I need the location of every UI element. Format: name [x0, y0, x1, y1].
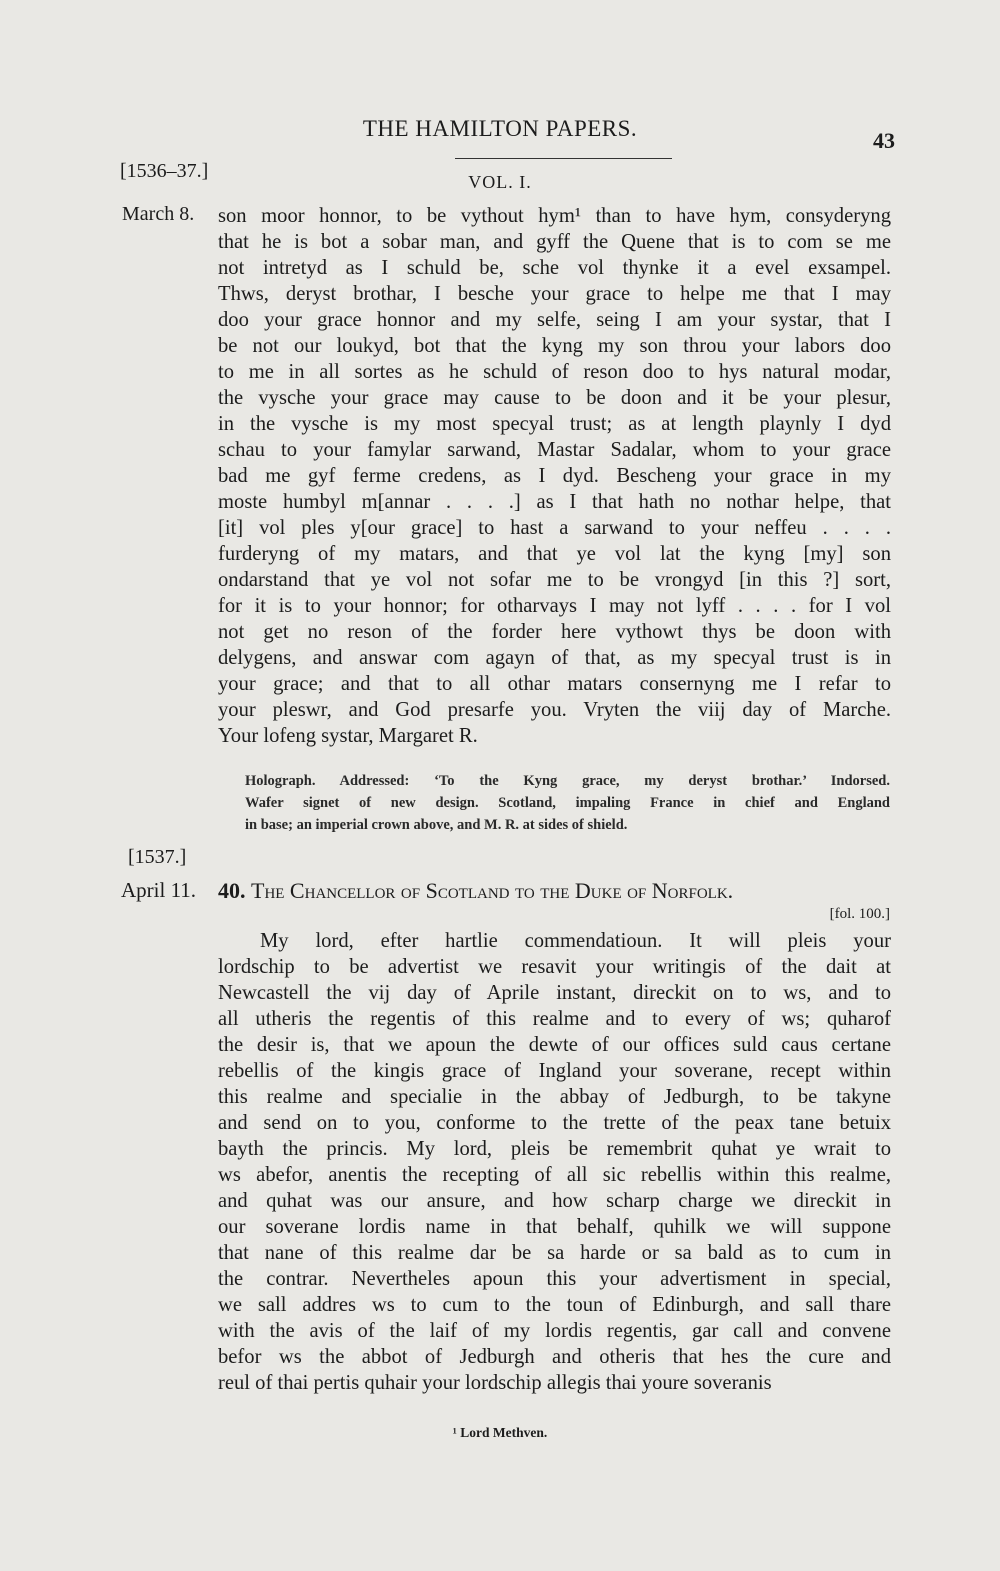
text-line: to me in all sortes as he schuld of reson doo to hys natural modar,: [218, 361, 891, 383]
text-line: your pleswr, and God presarfe you. Vryten the viij day of Marche.: [218, 699, 891, 721]
text-line: for it is to your honnor; for otharvays I may not lyff . . . . for I vol: [218, 595, 891, 617]
text-line: and send on to you, conforme to the trette of the peax tane betuix: [218, 1112, 891, 1134]
text-line: rebellis of the kingis grace of Ingland your soverane, recept within: [218, 1060, 891, 1082]
text-line: ws abefor, anentis the recepting of all sic rebellis within this realme,: [218, 1164, 891, 1186]
page-number: 43: [873, 128, 895, 153]
text-line: this realme and specialie in the abbay of Jedburgh, to be takyne: [218, 1086, 891, 1108]
text-line: be not our loukyd, bot that the kyng my son throu your labors doo: [218, 335, 891, 357]
text-line: schau to your famylar sarwand, Mastar Sadalar, whom to your grace: [218, 439, 891, 461]
text-line: reul of thai pertis quhair your lordschip allegis thai youre soveranis: [218, 1372, 772, 1394]
text-line: the desir is, that we apoun the dewte of our offices suld caus certane: [218, 1034, 891, 1056]
text-line: the contrar. Nevertheles apoun this your advertisment in special,: [218, 1268, 891, 1290]
text-line: ondarstand that ye vol not sofar me to be vrongyd [in this ?] sort,: [218, 569, 891, 591]
text-line: furderyng of my matars, and that ye vol lat the kyng [my] son: [218, 543, 891, 565]
text-line: that nane of this realme dar be sa harde or sa bald as to cum in: [218, 1242, 891, 1264]
text-line: moste humbyl m[annar . . . .] as I that hath no nothar helpe, that: [218, 491, 891, 513]
header-rule: [455, 158, 672, 159]
text-line: the vysche your grace may cause to be doon and it be your plesur,: [218, 387, 891, 409]
text-line: [it] vol ples y[our grace] to hast a sarwand to your neffeu . . . .: [218, 517, 891, 539]
text-line: Newcastell the vij day of Aprile instant, direckit on to ws, and to: [218, 982, 891, 1004]
text-line: bad me gyf ferme credens, as I dyd. Bescheng your grace in my: [218, 465, 891, 487]
year-bracket-1537: [1537.]: [128, 846, 187, 868]
date-april-11: April 11.: [121, 878, 197, 902]
document-heading: [218, 878, 891, 904]
text-line: befor ws the abbot of Jedburgh and otheris that hes the cure and: [218, 1346, 891, 1368]
footnote: ¹ Lord Methven.: [452, 1425, 548, 1440]
date-march-8: March 8.: [122, 203, 195, 225]
text-line: that he is bot a sobar man, and gyff the Quene that is to com se me: [218, 231, 891, 253]
text-line: not get no reson of the forder here vythowt thys be doon with: [218, 621, 891, 643]
running-title: THE HAMILTON PAPERS.: [362, 116, 638, 141]
text-line: our soverane lordis name in that behalf, quhilk we will suppone: [218, 1216, 891, 1238]
year-bracket-1536: [1536–37.]: [120, 160, 209, 182]
text-line: we sall addres ws to cum to the toun of Edinburgh, and sall thare: [218, 1294, 891, 1316]
note-line: in base; an imperial crown above, and M. R. at sides of shield.: [245, 817, 628, 833]
note-line: Holograph. Addressed: ‘To the Kyng grace, my deryst brothar.’ Indorsed.: [245, 773, 890, 789]
document-title: The Chancellor of Scotland to the Duke of Norfolk.: [251, 878, 734, 903]
letter-one-endorsement-note: [245, 770, 890, 836]
volume-label: VOL. I.: [468, 172, 532, 192]
text-line: all utheris the regentis of this realme and to every of ws; quharof: [218, 1008, 891, 1030]
text-line: delygens, and answar com agayn of that, as my specyal trust is in: [218, 647, 891, 669]
folio-reference: [fol. 100.]: [829, 906, 890, 922]
text-line: Thws, deryst brothar, I besche your grace to helpe me that I may: [218, 283, 891, 305]
text-line: not intretyd as I schuld be, sche vol thynke it a evel exsampel.: [218, 257, 891, 279]
text-line: bayth the princis. My lord, pleis be remembrit quhat ye wrait to: [218, 1138, 891, 1160]
text-line: My lord, efter hartlie commendatioun. It will pleis your: [260, 930, 891, 952]
text-line: Your lofeng systar, Margaret R.: [218, 725, 478, 747]
text-line: your grace; and that to all othar matars consernyng me I refar to: [218, 673, 891, 695]
text-line: in the vysche is my most specyal trust; as at length playnly I dyd: [218, 413, 891, 435]
text-line: with the avis of the laif of my lordis regentis, gar call and convene: [218, 1320, 891, 1342]
text-line: and quhat was our ansure, and how scharp charge we direckit in: [218, 1190, 891, 1212]
letter-one-body: [218, 203, 891, 749]
text-line: doo your grace honnor and my selfe, seing I am your systar, that I: [218, 309, 891, 331]
text-line: son moor honnor, to be vythout hym¹ than to have hym, consyderyng: [218, 205, 891, 227]
text-line: lordschip to be advertist we resavit your writingis of the dait at: [218, 956, 891, 978]
document-number: 40.: [218, 878, 246, 903]
letter-two-body: [218, 928, 891, 1396]
note-line: Wafer signet of new design. Scotland, impaling France in chief and England: [245, 795, 890, 811]
